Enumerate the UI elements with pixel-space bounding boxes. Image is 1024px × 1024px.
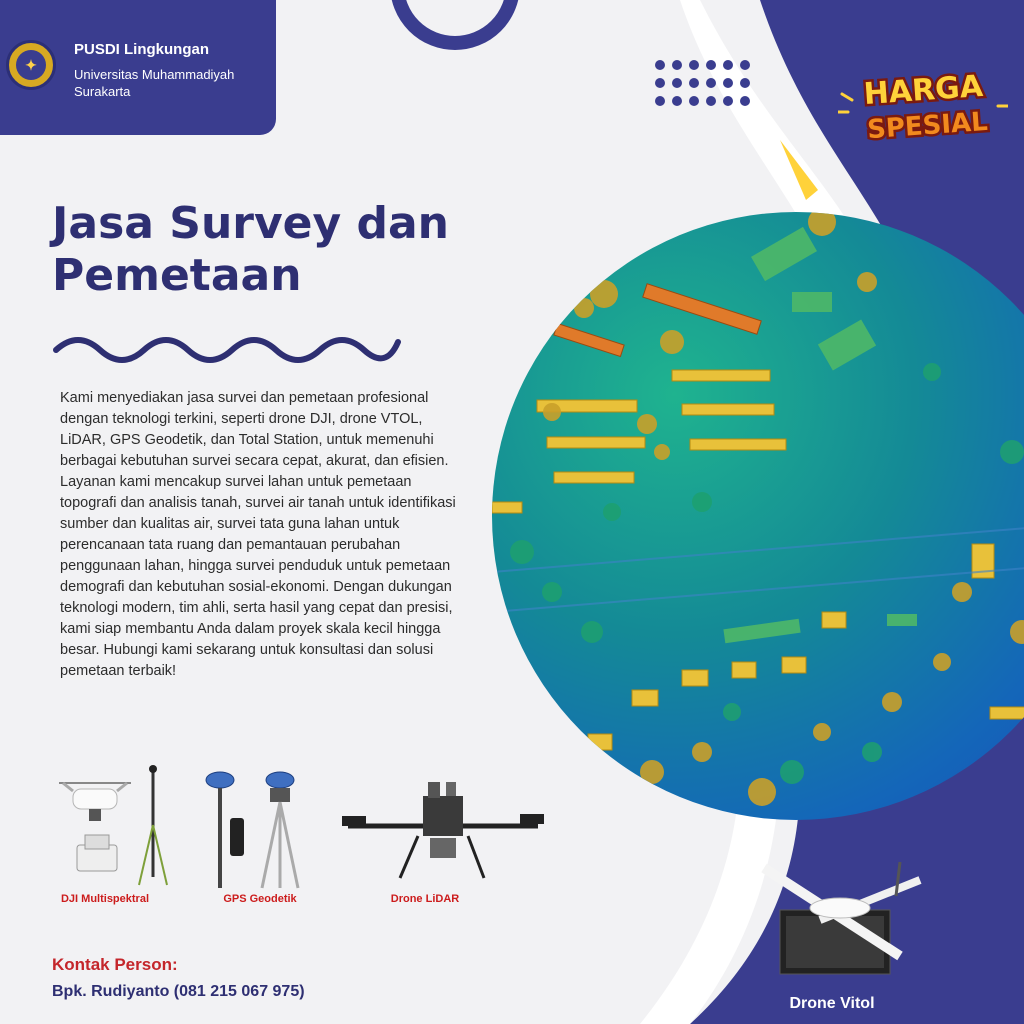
contact-label: Kontak Person:: [52, 955, 178, 974]
logo-emblem-icon: ✦: [16, 50, 46, 80]
equipment-label: DJI Multispektral: [60, 893, 150, 905]
drone-vtol-icon: [760, 860, 930, 990]
page-title: Jasa Survey dan Pemetaan: [52, 198, 450, 301]
equipment-label: Drone LiDAR: [390, 893, 460, 905]
gps-geodetic-icon: [200, 770, 315, 890]
service-description: Kami menyediakan jasa survei dan pemetaan profesional dengan teknologi terkini, seperti drone DJI, drone VTOL, LiDAR, GPS Geodetik, dan Total Station, untuk memenuhi berbagai kebutuhan survei secara cepat, akurat, dan efisien. Layanan kami mencakup survei lahan untuk pemetaan topografi dan analisis tanah, survei air tanah untuk identifikasi sumber dan kualitas air, survei tata guna lahan untuk perencanaan tata ruang dan pemantauan perubahan penggunaan lahan, hingga survei penduduk untuk pemetaan demografi dan kebutuhan sosial-ekonomi. Dengan dukungan teknologi modern, tim ahli, serta hasil yang cepat dan presisi, kami siap membantu Anda dalam proyek skala kecil hingga besar. Hubungi kami sekarang untuk konsultasi dan solusi pemetaan terbaik!: [60, 390, 456, 679]
drone-multispectral-icon: [55, 765, 175, 890]
drone-lidar-icon: [338, 778, 548, 886]
equipment-label: GPS Geodetik: [223, 893, 297, 905]
decorative-dots: [655, 60, 745, 108]
university-logo: [6, 40, 56, 90]
promo-line2: SPESIAL: [866, 106, 989, 146]
promo-badge: [838, 62, 1008, 146]
promo-line1: HARGA: [862, 68, 985, 113]
contact-person[interactable]: Bpk. Rudiyanto (081 215 067 975): [52, 983, 305, 1000]
vtol-label: Drone Vitol: [789, 995, 875, 1012]
org-name: PUSDI Lingkungan: [74, 41, 209, 58]
org-subtitle: Universitas Muhammadiyah Surakarta: [74, 67, 235, 99]
wave-divider: [52, 328, 402, 364]
